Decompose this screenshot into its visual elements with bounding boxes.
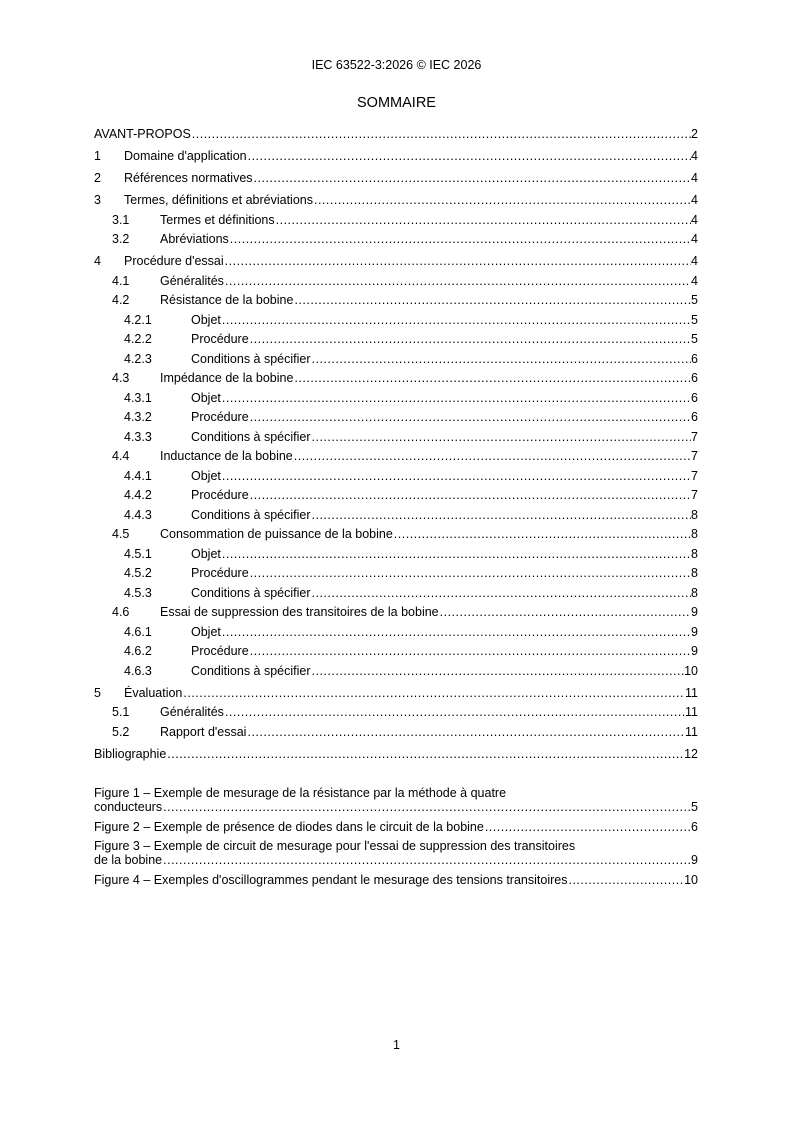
dot-leader [311, 428, 692, 448]
toc-entry-page: 8 [691, 507, 698, 522]
toc-entry-number: 5.2 [112, 724, 130, 739]
toc-entry-title: AVANT-PROPOS [94, 127, 191, 141]
toc-entry-title: Procédure [191, 332, 249, 346]
dot-leader [221, 623, 691, 643]
toc-entry-title: Procédure [191, 410, 249, 424]
toc-entry-page: 4 [691, 254, 698, 268]
toc-entry-page: 4 [691, 212, 698, 227]
toc-entry[interactable] [94, 350, 698, 370]
toc-entry-page: 8 [691, 585, 698, 600]
toc-entry[interactable] [94, 125, 698, 145]
figure-entry-page: 5 [691, 800, 698, 814]
toc-entry-number: 4.2 [112, 293, 130, 307]
toc-entry-number: 4.2.1 [124, 312, 152, 327]
toc-entry-page: 9 [691, 644, 698, 658]
toc-entry-title: Évaluation [124, 685, 183, 700]
toc-entry[interactable] [94, 369, 698, 389]
dot-leader [246, 723, 685, 743]
toc-entry-number: 4.5.3 [124, 585, 152, 600]
dot-leader [221, 311, 691, 331]
dot-leader [182, 684, 685, 704]
toc-entry[interactable] [94, 211, 698, 231]
dot-leader [221, 389, 691, 409]
toc-entry-title: Objet [191, 624, 221, 639]
toc-entry-title: Rapport d'essai [160, 724, 247, 739]
toc-entry-page: 11 [685, 724, 698, 739]
toc-entry-title: Conditions à spécifier [191, 507, 311, 522]
dot-leader [162, 853, 691, 867]
toc-entry[interactable] [94, 623, 698, 643]
toc-entry-number: 4.4.3 [124, 507, 152, 522]
toc-entry[interactable] [94, 584, 698, 604]
toc-entry-title: Objet [191, 546, 221, 561]
toc-entry-title: Inductance de la bobine [160, 449, 293, 463]
toc-entry-number: 4.4 [112, 449, 130, 463]
dot-leader [162, 800, 691, 814]
toc-entry-title: Objet [191, 312, 221, 327]
toc-entry[interactable] [94, 291, 698, 311]
toc-entry[interactable] [94, 603, 698, 623]
toc-entry-page: 11 [685, 685, 698, 700]
dot-leader [567, 873, 684, 887]
toc-entry-page: 12 [684, 746, 698, 761]
toc-entry-title: Conditions à spécifier [191, 351, 311, 366]
toc-entry-page: 11 [685, 705, 698, 719]
toc-entry-title: Procédure [191, 566, 249, 580]
dot-leader [293, 369, 691, 389]
dot-leader [249, 486, 691, 506]
table-of-contents [94, 125, 698, 764]
toc-entry-number: 4.3.2 [124, 410, 152, 424]
toc-entry-title: Termes et définitions [160, 212, 275, 227]
figure-entry-page: 6 [691, 820, 698, 834]
toc-entry-number: 3.2 [112, 232, 130, 246]
dot-leader [221, 545, 691, 565]
toc-entry-number: 4.4.2 [124, 488, 152, 502]
toc-entry[interactable] [94, 662, 698, 682]
toc-entry-page: 7 [691, 449, 698, 463]
toc-entry-title: Procédure d'essai [124, 254, 224, 268]
toc-entry-number: 4.5.1 [124, 546, 152, 561]
toc-entry[interactable] [94, 545, 698, 565]
toc-entry-page: 6 [691, 390, 698, 405]
figure-entry-title: Figure 1 – Exemple de mesurage de la résistance par la méthode à quatre [94, 786, 507, 800]
figure-entry[interactable] [94, 840, 698, 867]
toc-entry-title: Bibliographie [94, 746, 167, 761]
toc-entry-title: Termes, définitions et abréviations [124, 193, 313, 207]
toc-entry[interactable] [94, 191, 698, 211]
toc-entry-page: 4 [691, 149, 698, 163]
toc-entry[interactable] [94, 272, 698, 292]
page-title: SOMMAIRE [357, 95, 436, 111]
toc-entry-page: 2 [691, 127, 698, 141]
toc-entry[interactable] [94, 564, 698, 584]
toc-entry-title: Consommation de puissance de la bobine [160, 527, 393, 541]
toc-entry-number: 4.4.1 [124, 468, 152, 483]
dot-leader [484, 820, 691, 834]
toc-entry-title: Conditions à spécifier [191, 585, 311, 600]
dot-leader [311, 350, 692, 370]
list-of-figures [94, 787, 698, 893]
document-header: IEC 63522-3:2026 © IEC 2026 [311, 58, 482, 72]
toc-entry[interactable] [94, 723, 698, 743]
toc-entry[interactable] [94, 408, 698, 428]
toc-entry-page: 9 [691, 624, 698, 639]
toc-entry-title: Procédure [191, 488, 249, 502]
toc-entry-page: 4 [691, 273, 698, 288]
toc-entry-title: Objet [191, 468, 221, 483]
dot-leader [166, 745, 684, 765]
toc-entry-number: 4.6.2 [124, 644, 152, 658]
toc-entry-title: Résistance de la bobine [160, 293, 294, 307]
figure-entry-title: Figure 3 – Exemple de circuit de mesurage pour l'essai de suppression des transitoires [94, 839, 576, 853]
toc-entry-page: 5 [691, 312, 698, 327]
toc-entry[interactable] [94, 330, 698, 350]
toc-entry-title: Domaine d'application [124, 149, 247, 163]
toc-entry-title: Généralités [160, 273, 224, 288]
toc-entry-number: 4.3 [112, 371, 130, 385]
toc-entry-number: 4.3.1 [124, 390, 152, 405]
dot-leader [247, 147, 691, 167]
toc-entry[interactable] [94, 486, 698, 506]
toc-entry-page: 7 [691, 468, 698, 483]
toc-entry[interactable] [94, 467, 698, 487]
figure-entry[interactable] [94, 787, 698, 814]
dot-leader [275, 211, 691, 231]
toc-entry-page: 9 [691, 605, 698, 619]
figure-entry[interactable] [94, 873, 698, 887]
toc-entry[interactable] [94, 252, 698, 272]
toc-entry-number: 4.2.2 [124, 332, 152, 346]
toc-entry-number: 4 [94, 254, 101, 268]
toc-entry-number: 4.5 [112, 527, 130, 541]
toc-entry-page: 10 [684, 663, 698, 678]
toc-entry-title: Généralités [160, 705, 224, 719]
figure-entry[interactable] [94, 820, 698, 834]
page-number: 1 [393, 1038, 400, 1052]
toc-entry[interactable] [94, 311, 698, 331]
toc-entry-page: 6 [691, 371, 698, 385]
figure-entry-title-cont: Figure 2 – Exemple de présence de diodes dans le circuit de la bobine [94, 820, 484, 834]
toc-entry[interactable] [94, 684, 698, 704]
dot-leader [249, 642, 691, 662]
toc-entry-number: 4.6.1 [124, 624, 152, 639]
toc-entry[interactable] [94, 642, 698, 662]
toc-entry-number: 5.1 [112, 705, 130, 719]
toc-entry-page: 6 [691, 351, 698, 366]
toc-entry-number: 5 [94, 685, 101, 700]
toc-entry-page: 4 [691, 193, 698, 207]
dot-leader [249, 408, 691, 428]
toc-entry-page: 8 [691, 546, 698, 561]
toc-entry-title: Conditions à spécifier [191, 663, 311, 678]
toc-entry-page: 4 [691, 232, 698, 246]
toc-entry[interactable] [94, 230, 698, 250]
dot-leader [249, 564, 691, 584]
toc-entry[interactable] [94, 745, 698, 765]
dot-leader [311, 506, 692, 526]
dot-leader [293, 447, 691, 467]
toc-entry-page: 8 [691, 566, 698, 580]
toc-entry-page: 7 [691, 488, 698, 502]
toc-entry[interactable] [94, 525, 698, 545]
dot-leader [221, 467, 691, 487]
toc-entry-number: 4.1 [112, 273, 130, 288]
toc-entry-number: 4.5.2 [124, 566, 152, 580]
toc-entry-page: 8 [691, 527, 698, 541]
dot-leader [253, 169, 692, 189]
figure-entry-title-cont: de la bobine [94, 853, 163, 867]
toc-entry-number: 4.6 [112, 605, 130, 619]
toc-entry-number: 3.1 [112, 212, 130, 227]
figure-entry-page: 9 [691, 853, 698, 867]
toc-entry[interactable] [94, 703, 698, 723]
dot-leader [249, 330, 691, 350]
toc-entry-title: Objet [191, 390, 221, 405]
toc-entry-number: 3 [94, 193, 101, 207]
toc-entry-page: 7 [691, 429, 698, 444]
toc-entry-number: 1 [94, 149, 101, 163]
toc-entry[interactable] [94, 147, 698, 167]
toc-entry-number: 4.6.3 [124, 663, 152, 678]
toc-entry[interactable] [94, 169, 698, 189]
toc-entry-title: Conditions à spécifier [191, 429, 311, 444]
figure-entry-title-cont: conducteurs [94, 800, 163, 814]
figure-entry-title-cont: Figure 4 – Exemples d'oscillogrammes pendant le mesurage des tensions transitoires [94, 873, 568, 887]
toc-entry[interactable] [94, 428, 698, 448]
figure-entry-page: 10 [684, 873, 698, 887]
dot-leader [311, 584, 692, 604]
dot-leader [229, 230, 691, 250]
toc-entry-page: 5 [691, 332, 698, 346]
dot-leader [293, 291, 691, 311]
toc-entry-number: 4.3.3 [124, 429, 152, 444]
dot-leader [191, 125, 691, 145]
toc-entry[interactable] [94, 506, 698, 526]
dot-leader [224, 703, 685, 723]
toc-entry-title: Impédance de la bobine [160, 371, 294, 385]
dot-leader [313, 191, 691, 211]
dot-leader [224, 272, 691, 292]
toc-entry-title: Procédure [191, 644, 249, 658]
toc-entry[interactable] [94, 389, 698, 409]
toc-entry-number: 2 [94, 171, 101, 185]
toc-entry-page: 4 [691, 171, 698, 185]
toc-entry[interactable] [94, 447, 698, 467]
dot-leader [439, 603, 691, 623]
toc-entry-page: 5 [691, 293, 698, 307]
toc-entry-title: Abréviations [160, 232, 229, 246]
dot-leader [224, 252, 691, 272]
dot-leader [393, 525, 691, 545]
toc-entry-title: Références normatives [124, 171, 253, 185]
dot-leader [311, 662, 685, 682]
toc-entry-title: Essai de suppression des transitoires de la bobine [160, 605, 439, 619]
toc-entry-number: 4.2.3 [124, 351, 152, 366]
toc-entry-page: 6 [691, 410, 698, 424]
